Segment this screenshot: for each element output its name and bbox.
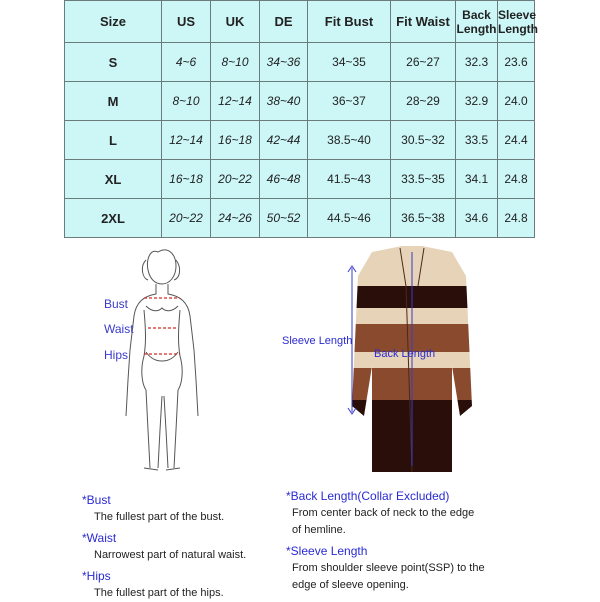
cell-fit-bust: 41.5~43 — [308, 160, 391, 199]
sleeve-length-label: Sleeve Length — [282, 335, 353, 347]
cell-sleeve-length: 24.0 — [498, 82, 535, 121]
table-row — [65, 121, 535, 160]
cell-us: 20~22 — [162, 199, 211, 238]
header-back-length: Back Length — [456, 1, 498, 43]
header-uk: UK — [211, 1, 260, 43]
cell-us: 12~14 — [162, 121, 211, 160]
bust-def-title: *Bust — [82, 493, 111, 507]
back-length-label: Back Length — [374, 348, 436, 360]
waist-def-title: *Waist — [82, 531, 117, 545]
table-row — [65, 199, 535, 238]
back-def-title: *Back Length(Collar Excluded) — [286, 489, 450, 503]
cell-fit-waist: 33.5~35 — [391, 160, 456, 199]
size-chart-table — [64, 0, 538, 238]
cell-de: 42~44 — [260, 121, 308, 160]
hips-def-text: The fullest part of the hips. — [94, 587, 224, 599]
cell-de: 34~36 — [260, 43, 308, 82]
body-definitions — [82, 492, 246, 602]
cell-us: 16~18 — [162, 160, 211, 199]
cell-size: 2XL — [65, 199, 162, 238]
back-def-text-1: From center back of neck to the edge — [292, 507, 475, 519]
cell-uk: 24~26 — [211, 199, 260, 238]
table-row — [65, 82, 535, 121]
cell-fit-waist: 36.5~38 — [391, 199, 456, 238]
cell-de: 38~40 — [260, 82, 308, 121]
sleeve-def-title: *Sleeve Length — [286, 544, 368, 558]
cell-fit-waist: 30.5~32 — [391, 121, 456, 160]
header-fit-waist: Fit Waist — [391, 1, 456, 43]
cell-de: 46~48 — [260, 160, 308, 199]
hips-label: Hips — [104, 348, 129, 362]
cell-uk: 8~10 — [211, 43, 260, 82]
cell-back-length: 34.6 — [456, 199, 498, 238]
waist-def-text: Narrowest part of natural waist. — [94, 549, 247, 561]
table-row — [65, 160, 535, 199]
bust-label: Bust — [104, 297, 129, 311]
cell-back-length: 32.3 — [456, 43, 498, 82]
cell-fit-bust: 38.5~40 — [308, 121, 391, 160]
cardigan-illustration — [342, 246, 482, 476]
hips-def-title: *Hips — [82, 569, 111, 583]
cell-uk: 20~22 — [211, 160, 260, 199]
cell-uk: 16~18 — [211, 121, 260, 160]
header-de: DE — [260, 1, 308, 43]
waist-label: Waist — [104, 322, 134, 336]
back-def-text-2: of hemline. — [292, 524, 346, 536]
cell-sleeve-length: 24.8 — [498, 199, 535, 238]
cell-back-length: 32.9 — [456, 82, 498, 121]
cell-de: 50~52 — [260, 199, 308, 238]
cell-fit-bust: 34~35 — [308, 43, 391, 82]
cell-fit-bust: 44.5~46 — [308, 199, 391, 238]
table-row — [65, 43, 535, 82]
cell-fit-waist: 28~29 — [391, 82, 456, 121]
sleeve-def-text-2: edge of sleeve opening. — [292, 579, 409, 591]
header-sleeve-length: Sleeve Length — [498, 1, 535, 43]
cell-us: 4~6 — [162, 43, 211, 82]
garment-definitions — [286, 488, 485, 594]
header-us: US — [162, 1, 211, 43]
header-size: Size — [65, 1, 162, 43]
cell-size: M — [65, 82, 162, 121]
cell-size: L — [65, 121, 162, 160]
cell-size: XL — [65, 160, 162, 199]
table-header-row — [65, 1, 535, 43]
cell-sleeve-length: 23.6 — [498, 43, 535, 82]
cell-back-length: 34.1 — [456, 160, 498, 199]
cell-size: S — [65, 43, 162, 82]
cell-back-length: 33.5 — [456, 121, 498, 160]
cell-sleeve-length: 24.4 — [498, 121, 535, 160]
header-fit-bust: Fit Bust — [308, 1, 391, 43]
bust-def-text: The fullest part of the bust. — [94, 511, 225, 523]
sleeve-def-text-1: From shoulder sleeve point(SSP) to the — [292, 562, 485, 574]
cell-sleeve-length: 24.8 — [498, 160, 535, 199]
cell-fit-waist: 26~27 — [391, 43, 456, 82]
cell-uk: 12~14 — [211, 82, 260, 121]
cell-fit-bust: 36~37 — [308, 82, 391, 121]
cell-us: 8~10 — [162, 82, 211, 121]
